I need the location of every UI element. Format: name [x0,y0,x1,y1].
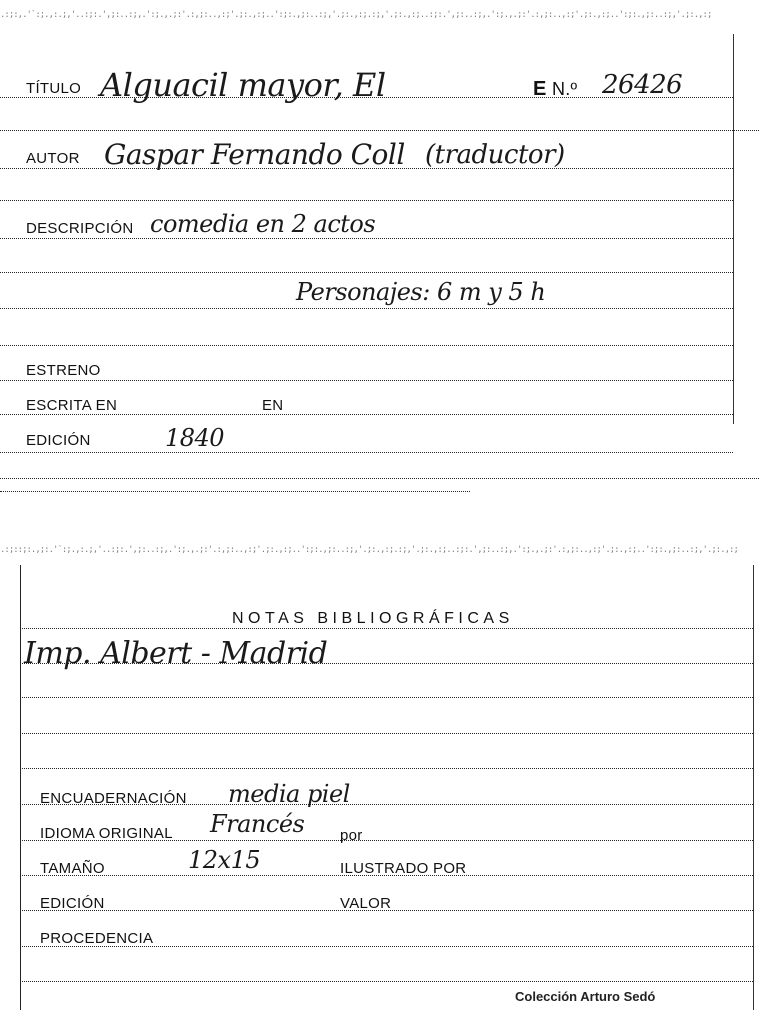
autor-note: (traductor) [425,140,565,170]
titulo-label: TÍTULO [26,80,82,97]
coleccion-stamp: Colección Arturo Sedó [515,989,656,1004]
middle-edge-noise: .:;::;:.,;:.'`:;.,:.;,'..:;:.',;:..:;,.':;.,.;:'.:,;:..,:;'.;:.,:;..':;:.,;:..:;,'.;:.,:;.:;,'.;:.,:;..:;:.',;:..:;,.':;.,.;:'.:,;:..,:;'.;:.,:;..':;:.,;:..:;,'.;:.,:; [0,545,738,555]
titulo-value: Alguacil mayor, El [100,66,386,104]
rule [0,130,759,131]
idioma-original-label: IDIOMA ORIGINAL [40,825,173,842]
rule [0,272,733,273]
rule [0,308,733,309]
number-label: E N.º [533,78,578,100]
estreno-label: ESTRENO [26,362,101,379]
descripcion-extra: Personajes: 6 m y 5 h [296,278,546,306]
edicion-label: EDICIÓN [26,432,91,449]
por-label: por [340,827,363,844]
top-edge-noise: .:;:,.'`:;.,:.;,'..:;:.',;:..:;,.':;.,.;:'.:,;:..,:;'.;:.,:;..':;:.,;:..:;,'.;:.,:;.:;,'.;:.,:;..:;:.',;:..:;,.':;.,.;:'.:,;:..,:;'.;:.,:;..':;:.,;:..:;,'.;:.,:; [0,10,712,20]
notas-heading: NOTAS BIBLIOGRÁFICAS [232,610,514,627]
tamano-value: 12x15 [188,846,261,874]
encuadernacion-value: media piel [228,780,350,808]
rule [0,200,733,201]
rule [0,452,733,453]
rule [0,491,470,492]
valor-label: VALOR [340,895,392,912]
idioma-original-value: Francés [210,810,305,838]
tamano-label: TAMAÑO [40,860,105,877]
number-value: 26426 [602,70,683,100]
bottom-card-right-edge [753,565,754,1010]
rule [0,345,733,346]
procedencia-label: PROCEDENCIA [40,930,154,947]
escrita-en-label: ESCRITA EN [26,397,118,414]
rule [20,768,753,769]
rule [0,238,733,239]
edicion-value: 1840 [165,424,225,452]
rule [20,628,753,629]
notas-value: Imp. Albert - Madrid [24,636,328,671]
number-label-text: N.º [551,79,578,99]
autor-value: Gaspar Fernando Coll [104,138,405,171]
descripcion-value: comedia en 2 actos [150,210,376,238]
edicion-bottom-label: EDICIÓN [40,895,105,912]
rule [0,380,733,381]
en-label: EN [262,397,284,414]
top-card-right-edge [733,34,734,424]
rule [0,478,759,479]
rule [20,697,753,698]
rule [20,733,753,734]
bottom-card-left-edge [20,565,21,1010]
rule [0,414,733,415]
ilustrado-por-label: ILUSTRADO POR [340,860,467,877]
rule [20,981,753,982]
encuadernacion-label: ENCUADERNACIÓN [40,790,187,807]
descripcion-label: DESCRIPCIÓN [26,220,134,237]
autor-label: AUTOR [26,150,80,167]
